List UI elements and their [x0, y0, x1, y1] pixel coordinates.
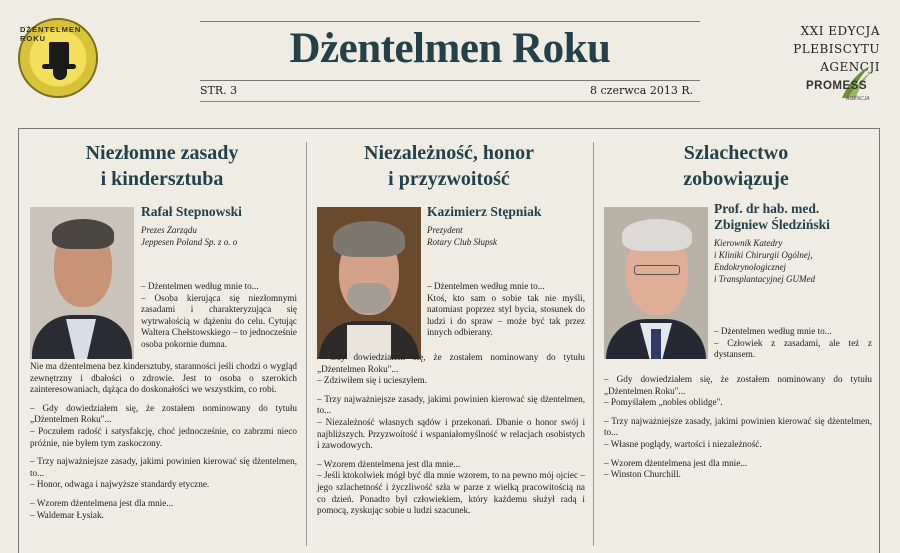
interview-text-full: – Gdy dowiedziałem się, że zostałem nominowany do tytułu „Dżentelmen Roku"... – Zdziwiłem się i ucieszyłem. – Trzy najważniejsze zasady, jakimi powinien kierować się dżentelmen, to... – Niezależność własnych sądów i przekonań. Dbanie o honor swój i najbliższych. Przyzwoitość i wspaniałomyślność w relacjach osobistych i zawodowych. – Wzorem dżentelmena jest dla mnie... – Jeśli ktokolwiek mógł być dla mnie wzorem, to na pewno mój ojciec – jego szlachetność i życzliwość szła w parze z wielką pracowitością na co dzień. Ponadto był człowiekiem, który każdemu służył radą i pomocą, zyskując sobie u ludzi szacunek. — [317, 352, 585, 516]
column-divider — [593, 142, 594, 546]
heading-line-2: i przyzwoitość — [388, 168, 510, 190]
edition-line-1: XXI EDYCJA — [800, 24, 880, 38]
person-name: Rafał Stepnowski — [141, 204, 242, 219]
issue-date: 8 czerwca 2013 R. — [590, 84, 694, 97]
logo-ring-text: DŻENTELMEN ROKU — [20, 25, 82, 43]
interview-text-wrap: – Dżentelmen według mnie to... Ktoś, kto sam o sobie tak nie myśli, natomiast poprzez styl bycia, stosunek do ludzi i do spraw – może być tak przez innych odbierany. — [427, 281, 585, 338]
heading-line-1: Szlachectwo — [683, 142, 789, 164]
gentleman-logo — [18, 18, 98, 98]
heading-line-2: i kindersztuba — [100, 168, 224, 190]
masthead-rule-top — [200, 21, 700, 22]
column-divider — [306, 142, 307, 546]
portrait-photo-2 — [317, 207, 421, 359]
interview-text-wrap: – Dżentelmen według mnie to... – Człowiek z zasadami, ale też z dystansem. — [714, 326, 872, 360]
heading-line-1: Niezależność, honor — [364, 142, 534, 164]
heading-line-1: Niezłomne zasady — [85, 142, 239, 164]
agency-name: PROMESS — [806, 80, 868, 92]
page-number: STR. 3 — [200, 84, 238, 97]
column-1-heading — [24, 140, 300, 192]
person-role: Prezydent Rotary Club Słupsk — [427, 225, 497, 247]
portrait-photo-1 — [30, 207, 134, 359]
page-title: Dżentelmen Roku — [289, 25, 611, 72]
agency-subtitle: AGENCJA — [846, 96, 870, 102]
interview-text-wrap: – Dżentelmen według mnie to... – Osoba kierująca się niezłomnymi zasadami i charakteryzująca się wytrwałością w dążeniu do celu. Cytując Waltera Chełstowskiego – to jednocześnie osoba pokornie dumna. — [141, 281, 297, 349]
column-3-heading — [598, 140, 874, 192]
interview-text-full: Nie ma dżentelmena bez kindersztuby, staranności jeśli chodzi o wygląd zewnętrzny i dbałości o zdrowie. Jest to osoba o szerokich zainteresowaniach, dążąca do doskonałości we wszystkim, co robi. – Gdy dowiedziałem się, że zostałem nominowany do tytułu „Dżentelmen Roku"... – Poczułem radość i satysfakcję, choć jednocześnie, co zabrzmi nieco próżnie, nie byłem tym zaskoczony. – Trzy najważniejsze zasady, jakimi powinien kierować się dżentelmen, to... – Honor, odwaga i najwyższe standardy etyczne. – Wzorem dżentelmena jest dla mnie... – Waldemar Łysiak. — [30, 361, 297, 520]
person-name: Prof. dr hab. med. Zbigniew Śledziński — [714, 201, 830, 232]
portrait-photo-3 — [604, 207, 708, 359]
interview-text-full: – Gdy dowiedziałem się, że zostałem nominowany do tytułu „Dżentelmen Roku"... – Pomyślałem „nobles oblidge". – Trzy najważniejsze zasady, jakimi powinien kierować się dżentelmen, to... – Własne poglądy, wartości i niezależność. – Wzorem dżentelmena jest dla mnie... – Winston Churchill. — [604, 374, 872, 480]
edition-line-2: PLEBISCYTU AGENCJI — [793, 42, 880, 74]
person-role: Kierownik Katedry i Kliniki Chirurgii Ogólnej, Endokrynologicznej i Transplantacyjnej GUMed — [714, 238, 815, 284]
masthead-rule-bottom — [200, 101, 700, 102]
masthead-rule-mid — [200, 80, 700, 81]
heading-line-2: zobowiązuje — [683, 168, 789, 190]
column-2-heading — [311, 140, 587, 192]
top-hat-icon — [49, 42, 69, 66]
person-role: Prezes Zarządu Jeppesen Poland Sp. z o. o — [141, 225, 238, 247]
person-name: Kazimierz Stępniak — [427, 204, 542, 219]
